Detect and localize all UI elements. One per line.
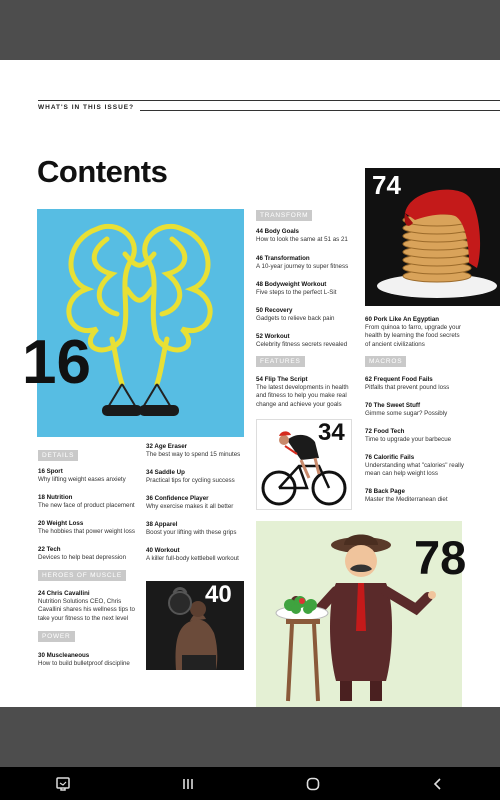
- back-icon[interactable]: [418, 771, 458, 797]
- entry-desc: Understanding what "calories" really mean can help weight loss: [365, 462, 464, 478]
- entry-desc: Gimme some sugar? Possibly: [365, 410, 448, 418]
- entry-title: 62 Frequent Food Fails: [365, 376, 433, 383]
- page-number-16: 16: [22, 328, 91, 397]
- recent-apps-icon[interactable]: [168, 771, 208, 797]
- toc-entry-22[interactable]: [38, 546, 138, 562]
- entry-desc: Practical tips for cycling success: [146, 477, 235, 485]
- entry-desc: Devices to help beat depression: [38, 554, 127, 562]
- entry-title: 72 Food Tech: [365, 428, 405, 435]
- entry-title: 36 Confidence Player: [146, 495, 209, 502]
- toc-entry-34[interactable]: [146, 469, 246, 485]
- magazine-page: [0, 60, 500, 707]
- toc-entry-48[interactable]: [256, 281, 356, 297]
- toc-entry-20[interactable]: [38, 520, 138, 536]
- entry-desc: Time to upgrade your barbecue: [365, 436, 452, 444]
- entry-desc: Why lifting weight eases anxiety: [38, 476, 126, 484]
- page-number-74: 74: [372, 170, 401, 200]
- toc-entry-36[interactable]: [146, 495, 246, 511]
- entry-desc: A 10-year journey to super fitness: [256, 263, 349, 271]
- toc-entry-50[interactable]: [256, 307, 356, 323]
- top-toolbar: [0, 0, 500, 60]
- toc-entry-40[interactable]: [146, 547, 246, 563]
- entry-title: 52 Workout: [256, 333, 290, 340]
- toc-entry-54[interactable]: [256, 376, 356, 409]
- entry-title: 44 Body Goals: [256, 228, 299, 235]
- section-label-macros: MACROS: [365, 356, 406, 367]
- entry-title: 16 Sport: [38, 468, 63, 475]
- entry-desc: Celebrity fitness secrets revealed: [256, 341, 348, 349]
- section-label-heroes: HEROES OF MUSCLE: [38, 570, 126, 581]
- toc-entry-16[interactable]: [38, 468, 138, 484]
- toc-entry-76[interactable]: [365, 454, 465, 479]
- toc-entry-60[interactable]: [365, 316, 465, 349]
- entry-desc: Pitfalls that prevent pound loss: [365, 384, 450, 392]
- entry-title: 50 Recovery: [256, 307, 293, 314]
- section-label-features: FEATURES: [256, 356, 305, 367]
- toc-entry-72[interactable]: [365, 428, 465, 444]
- toc-entry-46[interactable]: [256, 255, 356, 271]
- entry-title: 32 Age Eraser: [146, 443, 188, 450]
- entry-title: 40 Workout: [146, 547, 180, 554]
- toc-entry-30[interactable]: [38, 652, 138, 668]
- entry-title: 76 Calorific Fails: [365, 454, 415, 461]
- page-number-78: 78: [414, 531, 467, 584]
- entry-desc: From quinoa to farro, upgrade your health by learning the food secrets of ancient civilizations: [365, 324, 461, 348]
- entry-title: 18 Nutrition: [38, 494, 73, 501]
- entry-desc: Boost your lifting with these grips: [146, 529, 237, 537]
- toc-entry-78[interactable]: [365, 488, 465, 504]
- entry-desc: The hobbies that power weight loss: [38, 528, 135, 536]
- toc-entry-70[interactable]: [365, 402, 465, 418]
- entry-title: 48 Bodyweight Workout: [256, 281, 327, 288]
- toc-entry-44[interactable]: [256, 228, 356, 244]
- entry-title: 34 Saddle Up: [146, 469, 185, 476]
- toc-entry-62[interactable]: [365, 376, 465, 392]
- entry-desc: How to look the same at 51 as 21: [256, 236, 348, 244]
- entry-desc: How to build bulletproof discipline: [38, 660, 130, 668]
- screenshot-icon[interactable]: [43, 771, 83, 797]
- toc-entry-52[interactable]: [256, 333, 356, 349]
- entry-desc: Nutrition Solutions CEO, Chris Cavallini shares his wellness tips to take your fitness to the next level: [38, 598, 135, 622]
- toc-entry-18[interactable]: [38, 494, 138, 510]
- toc-entry-24[interactable]: [38, 590, 138, 623]
- entry-desc: Gadgets to relieve back pain: [256, 315, 335, 323]
- page-number-40: 40: [205, 581, 232, 608]
- entry-desc: Master the Mediterranean diet: [365, 496, 448, 504]
- divider: [38, 100, 500, 101]
- toc-entry-38[interactable]: [146, 521, 246, 537]
- issue-label: WHAT'S IN THIS ISSUE?: [38, 104, 135, 111]
- entry-title: 70 The Sweet Stuff: [365, 402, 421, 409]
- entry-title: 54 Flip The Script: [256, 376, 308, 383]
- entry-title: 46 Transformation: [256, 255, 310, 262]
- section-label-details: DETAILS: [38, 450, 78, 461]
- entry-title: 38 Apparel: [146, 521, 178, 528]
- toc-entry-32[interactable]: [146, 443, 246, 459]
- entry-desc: Why exercise makes it all better: [146, 503, 234, 511]
- entry-desc: The new face of product placement: [38, 502, 135, 510]
- entry-title: 20 Weight Loss: [38, 520, 84, 527]
- entry-desc: Five steps to the perfect L-Sit: [256, 289, 337, 297]
- home-icon[interactable]: [293, 771, 333, 797]
- entry-title: 24 Chris Cavallini: [38, 590, 90, 597]
- section-label-transform: TRANSFORM: [256, 210, 312, 221]
- bottom-toolbar: [0, 707, 500, 767]
- entry-desc: A killer full-body kettlebell workout: [146, 555, 239, 563]
- entry-title: 22 Tech: [38, 546, 61, 553]
- page-number-34: 34: [318, 419, 345, 446]
- entry-title: 30 Muscleaneous: [38, 652, 90, 659]
- page-title: Contents: [37, 154, 168, 189]
- entry-title: 78 Back Page: [365, 488, 405, 495]
- entry-desc: The latest developments in health and fitness to help you make real change and achieve your goals: [256, 384, 349, 408]
- divider: [140, 110, 500, 111]
- entry-title: 60 Pork Like An Egyptian: [365, 316, 440, 323]
- entry-desc: The best way to spend 15 minutes: [146, 451, 241, 459]
- resistance-bands-image[interactable]: [37, 209, 244, 437]
- system-nav-bar: [0, 767, 500, 800]
- section-label-power: POWER: [38, 631, 75, 642]
